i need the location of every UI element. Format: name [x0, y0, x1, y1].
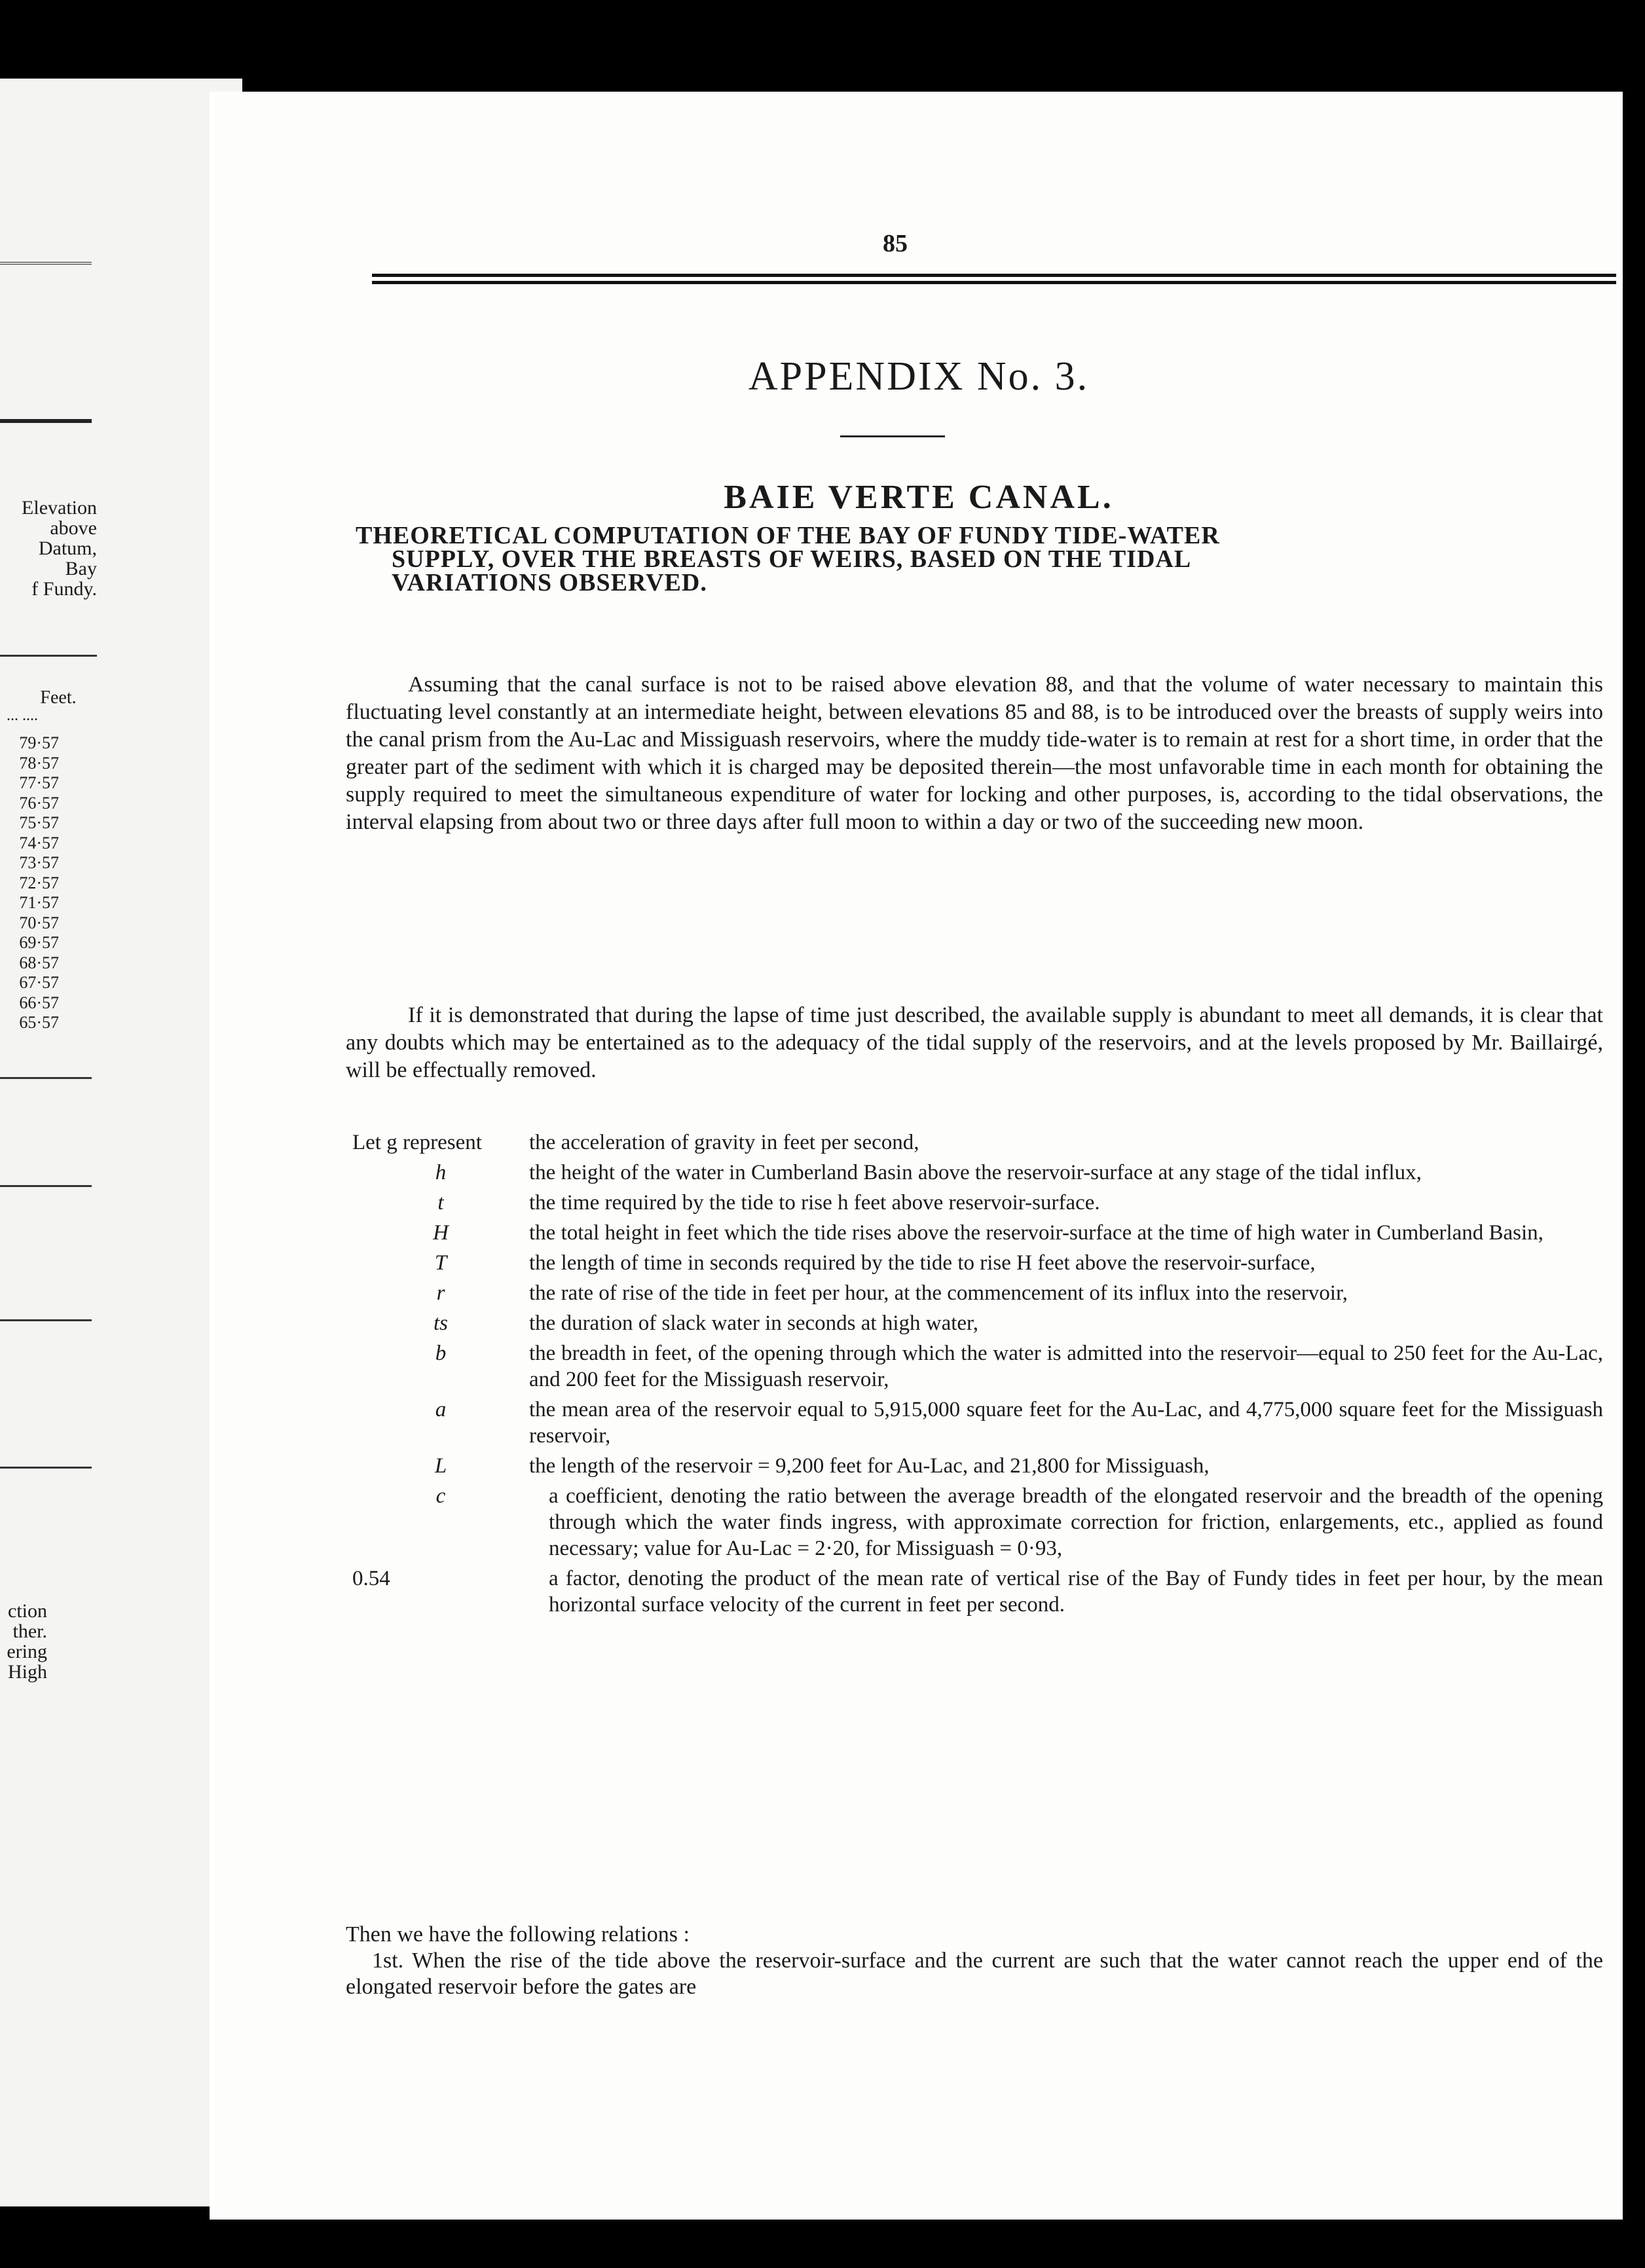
definition-row [352, 1483, 1603, 1562]
definition-row [352, 1190, 1603, 1216]
list-item: 68·57 [19, 953, 59, 972]
elevation-values [0, 733, 59, 1033]
previous-page-fragment [0, 79, 242, 2206]
heading-line: f Fundy. [31, 578, 97, 600]
subtitle-line: THEORETICAL COMPUTATION OF THE BAY OF FUNDY TIDE-WATER [356, 522, 1220, 549]
definition-text: the breadth in feet, of the opening through which the water is admitted into the reservoir—equal to 250 feet for the Au-Lac, and 200 feet for the Missiguash reservoir, [529, 1342, 1603, 1391]
definition-text: a coefficient, denoting the ratio between the average breadth of the elongated reservoir and the breadth of the opening through which the water finds ingress, with approximate correction for friction, enlargements, etc., applied as found necessary; value for Au-Lac = 2·20, for Missiguash = 0·93, [549, 1484, 1603, 1560]
paragraph: Assuming that the canal surface is not to be raised above elevation 88, and that the volume of water necessary to maintain this fluctuating level constantly at an intermediate height, between elevations 85 and 88, is to be introduced over the breasts of supply weirs into the canal prism from the Au-Lac and Missiguash reservoirs, where the muddy tide-water is to remain at rest for a short time, in order that the greater part of the sediment with which it is charged may be deposited therein—the most unfavorable time in each month for obtaining the supply required to meet the simultaneous expenditure of water for locking and other purposes, is, according to the tidal observations, the interval elapsing from about two or three days after full moon to within a day or two of the succeeding new moon. [346, 672, 1603, 834]
definitions-list [352, 1129, 1603, 1622]
footer-line: ther. [12, 1620, 47, 1642]
closing-text [346, 1922, 1603, 2000]
list-item: 66·57 [19, 993, 59, 1012]
definition-text: the total height in feet which the tide rises above the reservoir-surface at the time of high water in Cumberland Basin, [529, 1221, 1543, 1245]
definition-row [352, 1129, 1603, 1156]
subtitle [356, 524, 1613, 594]
list-item: 79·57 [19, 733, 59, 752]
list-item: 70·57 [19, 913, 59, 932]
definition-row [352, 1310, 1603, 1336]
definition-symbol: r [436, 1281, 445, 1305]
divider [0, 262, 92, 268]
subtitle-line: VARIATIONS OBSERVED. [392, 569, 707, 596]
definition-row [352, 1160, 1603, 1186]
definition-symbol: ts [433, 1311, 448, 1335]
definition-symbol: t [437, 1191, 444, 1215]
definition-row [352, 1453, 1603, 1479]
definition-text: the mean area of the reservoir equal to 5,915,000 square feet for the Au-Lac, and 4,775,000 square feet for the Missiguash reservoir, [529, 1398, 1603, 1448]
definition-symbol: H [433, 1221, 449, 1245]
definition-symbol: a [435, 1398, 447, 1421]
definition-text: the height of the water in Cumberland Basin above the reservoir-surface at any stage of the tidal influx, [529, 1161, 1422, 1184]
definition-symbol: c [435, 1484, 446, 1508]
definition-text: the length of time in seconds required by the tide to rise H feet above the reservoir-surface, [529, 1251, 1316, 1275]
definition-symbol: T [434, 1251, 447, 1275]
appendix-title: APPENDIX No. 3. [748, 354, 1090, 399]
footer-line: ction [8, 1600, 47, 1622]
definition-row [352, 1250, 1603, 1276]
definition-row [352, 1340, 1603, 1393]
header-rule [372, 274, 1616, 284]
definition-text: the time required by the tide to rise h feet above reservoir-surface. [529, 1191, 1100, 1215]
divider [0, 1467, 92, 1469]
page-number: 85 [883, 230, 908, 257]
definition-row [352, 1220, 1603, 1246]
section-title: BAIE VERTE CANAL. [724, 479, 1114, 516]
dot-leader: ... .... [7, 707, 38, 724]
definition-text: the length of the reservoir = 9,200 feet for Au-Lac, and 21,800 for Missiguash, [529, 1454, 1210, 1478]
definition-text: the acceleration of gravity in feet per second, [529, 1131, 919, 1154]
definition-symbol: b [435, 1342, 447, 1365]
heading-line: Datum, [38, 538, 97, 559]
heading-line: Elevation [22, 497, 97, 519]
divider [0, 655, 97, 657]
list-item: 65·57 [19, 1013, 59, 1032]
definition-row [352, 1565, 1603, 1618]
list-item: 74·57 [19, 833, 59, 852]
heading-line: above [50, 517, 97, 539]
column-footer [0, 1601, 47, 1682]
definition-symbol: h [435, 1161, 447, 1184]
divider [0, 419, 92, 423]
list-item: 76·57 [19, 793, 59, 813]
divider [0, 1077, 92, 1079]
definition-text: the rate of rise of the tide in feet per hour, at the commencement of its influx into the reservoir, [529, 1281, 1348, 1305]
definition-symbol: Let g represent [352, 1131, 482, 1154]
list-item: 75·57 [19, 813, 59, 832]
list-item: 72·57 [19, 873, 59, 892]
divider [0, 1319, 92, 1321]
definition-text: a factor, denoting the product of the mean rate of vertical rise of the Bay of Fundy tides in feet per hour, by the mean horizontal surface velocity of the current in feet per second. [549, 1567, 1603, 1617]
list-item: 67·57 [19, 973, 59, 992]
subtitle-line: SUPPLY, OVER THE BREASTS OF WEIRS, BASED ON THE TIDAL [392, 545, 1192, 573]
list-item: 71·57 [19, 893, 59, 912]
definition-symbol: L [434, 1454, 447, 1478]
definition-row [352, 1397, 1603, 1449]
heading-line: Bay [65, 558, 97, 579]
column-heading [0, 498, 97, 599]
document-page [210, 92, 1623, 2220]
divider [0, 1185, 92, 1187]
first-rule-text: 1st. When the rise of the tide above the reservoir-surface and the current are such that the water cannot reach the upper end of the elongated reservoir before the gates are [346, 1948, 1603, 1999]
paragraph: If it is demonstrated that during the lapse of time just described, the available supply is abundant to meet all demands, it is clear that any doubts which may be entertained as to the adequacy of the tidal supply of the reservoirs, and at the levels proposed by Mr. Baillairgé, will be effectually removed. [346, 1003, 1603, 1082]
definition-text: the duration of slack water in seconds at high water, [529, 1311, 978, 1335]
definition-row [352, 1280, 1603, 1306]
units-label: Feet. [40, 687, 77, 708]
list-item: 78·57 [19, 753, 59, 773]
closing-line: Then we have the following relations : [346, 1922, 690, 1947]
footer-line: High [8, 1661, 47, 1683]
divider [840, 435, 945, 437]
list-item: 73·57 [19, 853, 59, 872]
footer-line: ering [7, 1641, 47, 1662]
list-item: 69·57 [19, 933, 59, 952]
list-item: 77·57 [19, 773, 59, 792]
definition-symbol: 0.54 [352, 1567, 390, 1590]
